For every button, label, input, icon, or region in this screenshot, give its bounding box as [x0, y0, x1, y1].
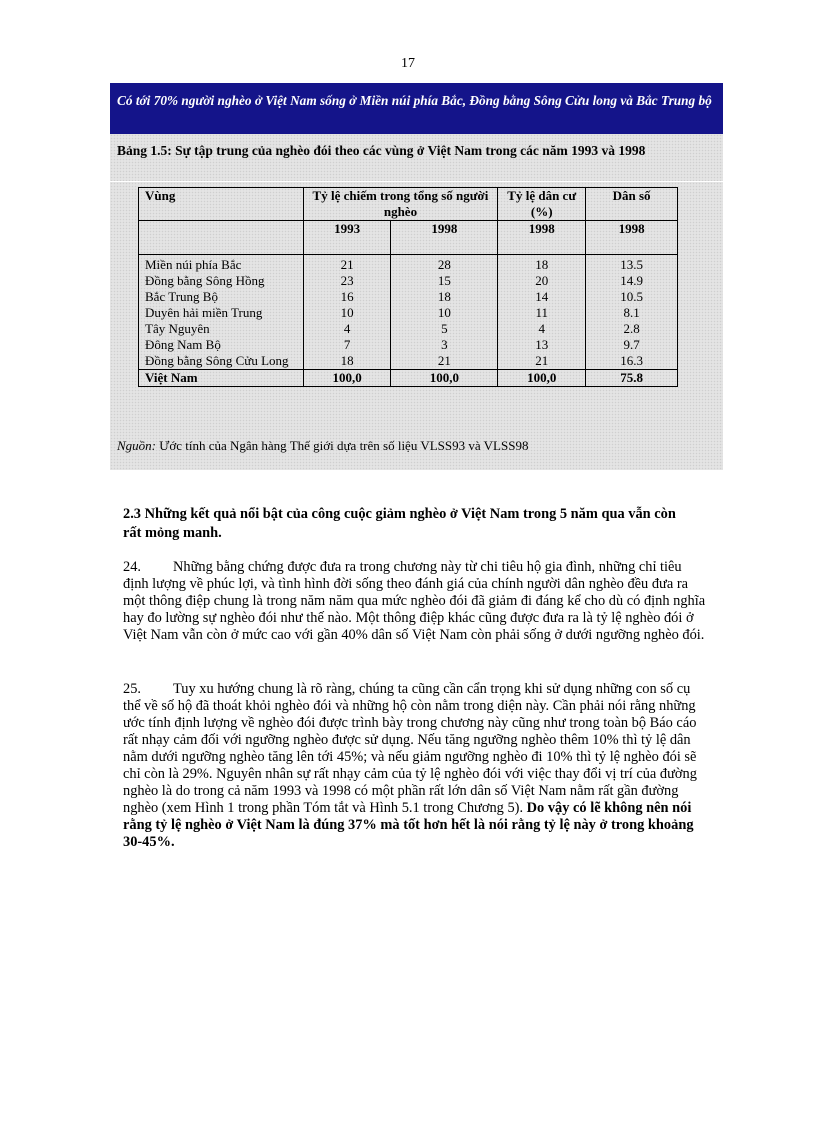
value-cell: 18 — [498, 255, 586, 274]
paragraph-text: Tuy xu hướng chung là rõ ràng, chúng ta cũng cần cẩn trọng khi sử dụng những con số cụ thể về số hộ đã thoát khỏi nghèo đói và những hộ còn nằm trong diện này. Cần phải nói rằng những ước tính định lượng về nghèo đói được trình bày trong chương này cũng như trong toàn bộ Báo cáo rất nhạy cảm đối với ngưỡng nghèo được sử dụng. Nếu tăng ngưỡng nghèo thêm 10% thì tỷ lệ dân nằm dưới ngưỡng nghèo tăng lên tới 45%; và nếu giảm ngưỡng nghèo đi 10% thì tỷ lệ nghèo đói sẽ chỉ còn là 29%. Nguyên nhân sự rất nhạy cảm của tỷ lệ nghèo đói với việc thay đổi vị trí của đường nghèo là do trong cả năm 1993 và 1998 có một phần rất lớn dân số Việt Nam nằm rất gần đường nghèo (xem Hình 1 trong phần Tóm tắt và Hình 5.1 trong Chương 5). — [123, 681, 697, 816]
region-cell: Đồng bằng Sông Hồng — [139, 273, 304, 289]
value-cell: 10.5 — [586, 289, 678, 305]
region-cell: Bắc Trung Bộ — [139, 289, 304, 305]
value-cell: 23 — [303, 273, 391, 289]
header-year-1998: 1998 — [586, 221, 678, 255]
total-value: 100,0 — [391, 370, 498, 387]
value-cell: 13 — [498, 337, 586, 353]
value-cell: 20 — [498, 273, 586, 289]
table-row — [139, 273, 678, 289]
table-row — [139, 289, 678, 305]
paragraph-number: 24. — [123, 559, 141, 575]
region-cell: Miền núi phía Bắc — [139, 255, 304, 274]
header-share-poor: Tỷ lệ chiếm trong tổng số người nghèo — [303, 188, 498, 221]
page-number: 17 — [401, 56, 415, 71]
table-title: Bảng 1.5: Sự tập trung của nghèo đói theo các vùng ở Việt Nam trong các năm 1993 và 1998 — [117, 143, 646, 158]
value-cell: 15 — [391, 273, 498, 289]
total-value: 75.8 — [586, 370, 678, 387]
info-box — [110, 83, 723, 470]
value-cell: 9.7 — [586, 337, 678, 353]
value-cell: 13.5 — [586, 255, 678, 274]
value-cell: 3 — [391, 337, 498, 353]
value-cell: 10 — [303, 305, 391, 321]
value-cell: 4 — [498, 321, 586, 337]
header-empty — [139, 221, 304, 255]
paragraph-number: 25. — [123, 681, 141, 697]
table-row — [139, 337, 678, 353]
header-population: Dân số — [586, 188, 678, 221]
total-value: 100,0 — [498, 370, 586, 387]
paragraph-text: Những bằng chứng được đưa ra trong chương này từ chi tiêu hộ gia đình, những chỉ tiêu định lượng về phúc lợi, và tình hình đời sống theo đánh giá của chính người dân nghèo đều đưa ra một thông điệp chung là trong năm năm qua mức nghèo đói đã giảm đi đáng kể cho dù có định nghĩa hay đo lường sự nghèo đói như thế nào. Một thông điệp khác cũng được đưa ra là tỷ lệ nghèo đói ở Việt Nam vẫn còn ở mức cao với gần 40% dân số Việt Nam còn phải sống ở dưới ngưỡng nghèo đói. — [123, 559, 706, 643]
value-cell: 14.9 — [586, 273, 678, 289]
header-region: Vùng — [139, 188, 304, 221]
value-cell: 4 — [303, 321, 391, 337]
table-row — [139, 353, 678, 370]
table-row — [139, 321, 678, 337]
value-cell: 21 — [303, 255, 391, 274]
source-note — [117, 438, 528, 454]
highlight-banner: Có tới 70% người nghèo ở Việt Nam sống ở Miền núi phía Bắc, Đồng bằng Sông Cửu long và Bắc Trung bộ — [110, 83, 723, 134]
region-cell: Đông Nam Bộ — [139, 337, 304, 353]
value-cell: 2.8 — [586, 321, 678, 337]
box-divider — [110, 181, 723, 182]
region-cell: Duyên hải miền Trung — [139, 305, 304, 321]
value-cell: 18 — [303, 353, 391, 370]
header-year-1998: 1998 — [498, 221, 586, 255]
value-cell: 16.3 — [586, 353, 678, 370]
value-cell: 21 — [391, 353, 498, 370]
value-cell: 16 — [303, 289, 391, 305]
table-row — [139, 305, 678, 321]
section-heading: 2.3 Những kết quả nổi bật của công cuộc giảm nghèo ở Việt Nam trong 5 năm qua vẫn còn rất mỏng manh. — [123, 506, 676, 541]
source-text: Ước tính của Ngân hàng Thế giới dựa trên số liệu VLSS93 và VLSS98 — [156, 438, 529, 453]
total-row — [139, 370, 678, 387]
value-cell: 8.1 — [586, 305, 678, 321]
table-row — [139, 255, 678, 274]
value-cell: 7 — [303, 337, 391, 353]
value-cell: 18 — [391, 289, 498, 305]
paragraph-bold-conclusion: Do vậy có lẽ không nên nói rằng tỷ lệ nghèo ở Việt Nam là đúng 37% mà tốt hơn hết là nói rằng tỷ lệ này ở trong khoảng 30-45%. — [123, 800, 694, 850]
header-share-pop: Tỷ lệ dân cư (%) — [498, 188, 586, 221]
value-cell: 5 — [391, 321, 498, 337]
paragraph-24 — [123, 559, 706, 644]
total-value: 100,0 — [303, 370, 391, 387]
value-cell: 14 — [498, 289, 586, 305]
source-label: Nguồn: — [117, 438, 156, 453]
poverty-region-table — [138, 187, 678, 387]
total-label: Việt Nam — [139, 370, 304, 387]
value-cell: 28 — [391, 255, 498, 274]
value-cell: 21 — [498, 353, 586, 370]
value-cell: 11 — [498, 305, 586, 321]
paragraph-25 — [123, 681, 706, 851]
value-cell: 10 — [391, 305, 498, 321]
region-cell: Đồng bằng Sông Cửu Long — [139, 353, 304, 370]
region-cell: Tây Nguyên — [139, 321, 304, 337]
header-year-1998: 1998 — [391, 221, 498, 255]
header-year-1993: 1993 — [303, 221, 391, 255]
